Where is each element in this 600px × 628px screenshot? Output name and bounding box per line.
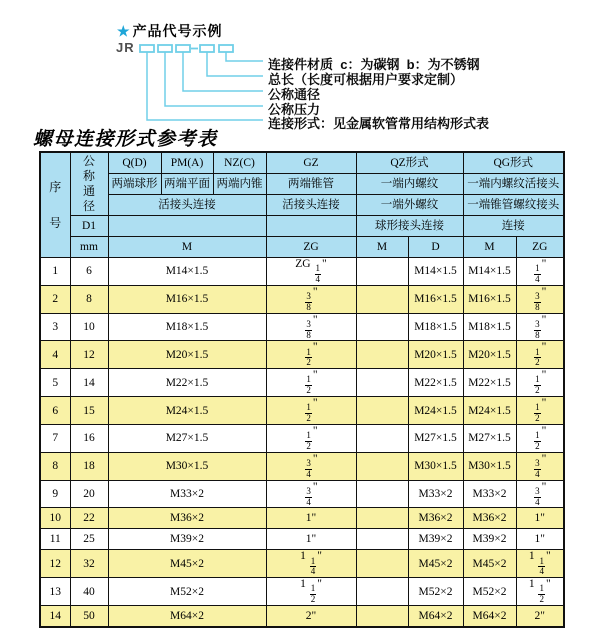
cell-qz-d: M18×1.5 bbox=[408, 313, 463, 341]
header-row-3 bbox=[40, 195, 564, 216]
cell-qz-m bbox=[356, 550, 408, 578]
cell-qg-zg: 1 $\frac{1}{4}$ " bbox=[516, 550, 564, 578]
cell-qg-m: M24×1.5 bbox=[463, 397, 516, 425]
header-qz-desc1: 一端内螺纹 bbox=[356, 174, 463, 195]
callout-label-pressure: 公称压力 bbox=[268, 102, 321, 117]
callout-lines bbox=[147, 52, 263, 120]
cell-zg: $\frac{3}{8}$ " bbox=[266, 285, 356, 313]
cell-qg-m: M20×1.5 bbox=[463, 341, 516, 369]
cell-dn: 10 bbox=[70, 313, 108, 341]
diagram-heading bbox=[117, 21, 223, 41]
cell-dn: 25 bbox=[70, 529, 108, 550]
cell-dn: 22 bbox=[70, 508, 108, 529]
cell-seq: 14 bbox=[40, 606, 70, 628]
header-zg-unit: ZG bbox=[266, 237, 356, 258]
cell-dn: 12 bbox=[70, 341, 108, 369]
cell-seq: 5 bbox=[40, 369, 70, 397]
header-nz-desc: 两端内锥 bbox=[213, 174, 266, 195]
cell-qz-m bbox=[356, 452, 408, 480]
header-row-4 bbox=[40, 216, 564, 237]
table-row bbox=[40, 480, 564, 508]
cell-zg: ZG $\frac{1}{4}$ " bbox=[266, 258, 356, 286]
cell-seq: 8 bbox=[40, 452, 70, 480]
cell-qg-zg: $\frac{3}{4}$ " bbox=[516, 452, 564, 480]
cell-seq: 4 bbox=[40, 341, 70, 369]
table-row bbox=[40, 529, 564, 550]
cell-qz-d: M27×1.5 bbox=[408, 424, 463, 452]
cell-qz-m bbox=[356, 606, 408, 628]
cell-qz-d: M39×2 bbox=[408, 529, 463, 550]
cell-qg-m: M16×1.5 bbox=[463, 285, 516, 313]
cell-m: M33×2 bbox=[108, 480, 266, 508]
cell-dn: 6 bbox=[70, 258, 108, 286]
cell-qg-m: M27×1.5 bbox=[463, 424, 516, 452]
table-row bbox=[40, 550, 564, 578]
header-qg-zg-unit: ZG bbox=[516, 237, 564, 258]
cell-seq: 7 bbox=[40, 424, 70, 452]
cell-m: M52×2 bbox=[108, 578, 266, 606]
header-qz-join: 球形接头连接 bbox=[356, 216, 463, 237]
cell-seq: 1 bbox=[40, 258, 70, 286]
cell-seq: 13 bbox=[40, 578, 70, 606]
cell-qz-m bbox=[356, 529, 408, 550]
cell-m: M36×2 bbox=[108, 508, 266, 529]
header-col-q: Q(D) bbox=[108, 152, 161, 174]
cell-qz-d: M52×2 bbox=[408, 578, 463, 606]
header-m-unit: M bbox=[108, 237, 266, 258]
cell-qg-m: M39×2 bbox=[463, 529, 516, 550]
cell-seq: 3 bbox=[40, 313, 70, 341]
header-gz-desc: 两端锥管 bbox=[266, 174, 356, 195]
header-blank-gz bbox=[266, 216, 356, 237]
header-row-1 bbox=[40, 152, 564, 174]
cell-dn: 20 bbox=[70, 480, 108, 508]
cell-qg-zg: $\frac{1}{2}$ " bbox=[516, 341, 564, 369]
header-qz-m-unit: M bbox=[356, 237, 408, 258]
cell-qg-m: M30×1.5 bbox=[463, 452, 516, 480]
cell-qz-d: M64×2 bbox=[408, 606, 463, 628]
table-row bbox=[40, 452, 564, 480]
cell-qz-d: M22×1.5 bbox=[408, 369, 463, 397]
header-blank-m bbox=[108, 216, 266, 237]
cell-seq: 2 bbox=[40, 285, 70, 313]
cell-dn: 40 bbox=[70, 578, 108, 606]
header-m-join: 活接头连接 bbox=[108, 195, 266, 216]
cell-qg-m: M64×2 bbox=[463, 606, 516, 628]
header-d1: D1 bbox=[70, 216, 108, 237]
cell-qz-d: M36×2 bbox=[408, 508, 463, 529]
cell-qg-m: M14×1.5 bbox=[463, 258, 516, 286]
cell-m: M20×1.5 bbox=[108, 341, 266, 369]
header-col-pm: PM(A) bbox=[161, 152, 213, 174]
header-qg-desc2: 一端锥管螺纹接头 bbox=[463, 195, 564, 216]
cell-seq: 10 bbox=[40, 508, 70, 529]
header-mm: mm bbox=[70, 237, 108, 258]
cell-qz-m bbox=[356, 480, 408, 508]
cell-qz-m bbox=[356, 508, 408, 529]
cell-dn: 16 bbox=[70, 424, 108, 452]
cell-seq: 12 bbox=[40, 550, 70, 578]
cell-m: M22×1.5 bbox=[108, 369, 266, 397]
cell-zg: $\frac{1}{2}$ " bbox=[266, 341, 356, 369]
cell-qz-m bbox=[356, 285, 408, 313]
cell-qg-zg: $\frac{3}{8}$ " bbox=[516, 285, 564, 313]
cell-qg-m: M22×1.5 bbox=[463, 369, 516, 397]
cell-qg-zg: 1" bbox=[516, 529, 564, 550]
table-row bbox=[40, 369, 564, 397]
section-title: 螺母连接形式参考表 bbox=[33, 129, 218, 150]
table-row bbox=[40, 508, 564, 529]
cell-dn: 18 bbox=[70, 452, 108, 480]
cell-qz-d: M30×1.5 bbox=[408, 452, 463, 480]
cell-qg-zg: $\frac{1}{2}$ " bbox=[516, 369, 564, 397]
cell-qz-d: M33×2 bbox=[408, 480, 463, 508]
code-box-5 bbox=[219, 45, 233, 52]
cell-qg-zg: 1 $\frac{1}{2}$ " bbox=[516, 578, 564, 606]
cell-dn: 15 bbox=[70, 397, 108, 425]
cell-qg-zg: $\frac{3}{4}$ " bbox=[516, 480, 564, 508]
header-q-desc: 两端球形 bbox=[108, 174, 161, 195]
cell-m: M45×2 bbox=[108, 550, 266, 578]
cell-qg-zg: 2" bbox=[516, 606, 564, 628]
diagram-heading-text: 产品代号示例 bbox=[132, 23, 223, 39]
cell-zg: 2" bbox=[266, 606, 356, 628]
header-col-qz: QZ形式 bbox=[356, 152, 463, 174]
header-qg-m-unit: M bbox=[463, 237, 516, 258]
header-seq: 序号 bbox=[40, 152, 70, 258]
table-row bbox=[40, 397, 564, 425]
cell-qz-m bbox=[356, 424, 408, 452]
cell-dn: 32 bbox=[70, 550, 108, 578]
cell-qz-m bbox=[356, 313, 408, 341]
code-box-4 bbox=[200, 45, 214, 52]
cell-zg: 1" bbox=[266, 508, 356, 529]
cell-m: M18×1.5 bbox=[108, 313, 266, 341]
cell-seq: 6 bbox=[40, 397, 70, 425]
cell-zg: 1" bbox=[266, 529, 356, 550]
header-gz-join: 活接头连接 bbox=[266, 195, 356, 216]
callout-label-material: 连接件材质 c：为碳钢 b：为不锈钢 bbox=[268, 57, 480, 72]
cell-zg: $\frac{1}{2}$ " bbox=[266, 369, 356, 397]
cell-qg-m: M33×2 bbox=[463, 480, 516, 508]
callout-label-length: 总长（长度可根据用户要求定制） bbox=[268, 72, 464, 87]
cell-m: M14×1.5 bbox=[108, 258, 266, 286]
cell-m: M30×1.5 bbox=[108, 452, 266, 480]
star-icon: ★ bbox=[117, 23, 131, 39]
cell-qz-d: M24×1.5 bbox=[408, 397, 463, 425]
header-qg-desc1: 一端内螺纹活接头 bbox=[463, 174, 564, 195]
cell-m: M39×2 bbox=[108, 529, 266, 550]
cell-zg: $\frac{3}{4}$ " bbox=[266, 452, 356, 480]
cell-qg-m: M45×2 bbox=[463, 550, 516, 578]
code-prefix: JR bbox=[116, 40, 135, 55]
callout-label-connection: 连接形式：见金属软管常用结构形式表 bbox=[268, 116, 490, 131]
cell-seq: 9 bbox=[40, 480, 70, 508]
header-qg-join: 连接 bbox=[463, 216, 564, 237]
cell-zg: $\frac{3}{8}$ " bbox=[266, 313, 356, 341]
header-qz-d-unit: D bbox=[408, 237, 463, 258]
table-row bbox=[40, 424, 564, 452]
table-row bbox=[40, 258, 564, 286]
cell-seq: 11 bbox=[40, 529, 70, 550]
cell-qz-d: M45×2 bbox=[408, 550, 463, 578]
cell-dn: 14 bbox=[70, 369, 108, 397]
cell-qz-d: M20×1.5 bbox=[408, 341, 463, 369]
cell-zg: $\frac{1}{2}$ " bbox=[266, 424, 356, 452]
cell-qg-m: M18×1.5 bbox=[463, 313, 516, 341]
nut-connection-reference-table bbox=[39, 151, 565, 628]
table-row bbox=[40, 606, 564, 628]
cell-qg-zg: $\frac{1}{2}$ " bbox=[516, 397, 564, 425]
cell-qz-m bbox=[356, 369, 408, 397]
cell-qg-zg: $\frac{1}{4}$ " bbox=[516, 258, 564, 286]
cell-qz-m bbox=[356, 397, 408, 425]
table-row bbox=[40, 341, 564, 369]
code-box-3 bbox=[176, 45, 190, 52]
cell-zg: $\frac{1}{2}$ " bbox=[266, 397, 356, 425]
cell-qg-zg: $\frac{3}{8}$ " bbox=[516, 313, 564, 341]
cell-zg: $\frac{3}{4}$ " bbox=[266, 480, 356, 508]
cell-qz-m bbox=[356, 341, 408, 369]
header-col-qg: QG形式 bbox=[463, 152, 564, 174]
header-col-nz: NZ(C) bbox=[213, 152, 266, 174]
cell-m: M64×2 bbox=[108, 606, 266, 628]
header-pm-desc: 两端平面 bbox=[161, 174, 213, 195]
header-row-5 bbox=[40, 237, 564, 258]
header-row-2 bbox=[40, 174, 564, 195]
cell-zg: 1 $\frac{1}{4}$ " bbox=[266, 550, 356, 578]
cell-qg-m: M52×2 bbox=[463, 578, 516, 606]
cell-qz-d: M16×1.5 bbox=[408, 285, 463, 313]
cell-m: M24×1.5 bbox=[108, 397, 266, 425]
cell-qz-m bbox=[356, 258, 408, 286]
header-col-gz: GZ bbox=[266, 152, 356, 174]
cell-dn: 8 bbox=[70, 285, 108, 313]
cell-qz-d: M14×1.5 bbox=[408, 258, 463, 286]
cell-m: M27×1.5 bbox=[108, 424, 266, 452]
cell-qg-m: M36×2 bbox=[463, 508, 516, 529]
code-box-1 bbox=[140, 45, 154, 52]
header-qz-desc2: 一端外螺纹 bbox=[356, 195, 463, 216]
cell-dn: 50 bbox=[70, 606, 108, 628]
table-row bbox=[40, 313, 564, 341]
callout-label-diameter: 公称通径 bbox=[268, 87, 321, 102]
cell-m: M16×1.5 bbox=[108, 285, 266, 313]
cell-qg-zg: 1" bbox=[516, 508, 564, 529]
cell-qz-m bbox=[356, 578, 408, 606]
table-row bbox=[40, 578, 564, 606]
header-dn: 公称通径 bbox=[70, 152, 108, 216]
table-row bbox=[40, 285, 564, 313]
cell-zg: 1 $\frac{1}{2}$ " bbox=[266, 578, 356, 606]
code-box-2 bbox=[158, 45, 172, 52]
cell-qg-zg: $\frac{1}{2}$ " bbox=[516, 424, 564, 452]
